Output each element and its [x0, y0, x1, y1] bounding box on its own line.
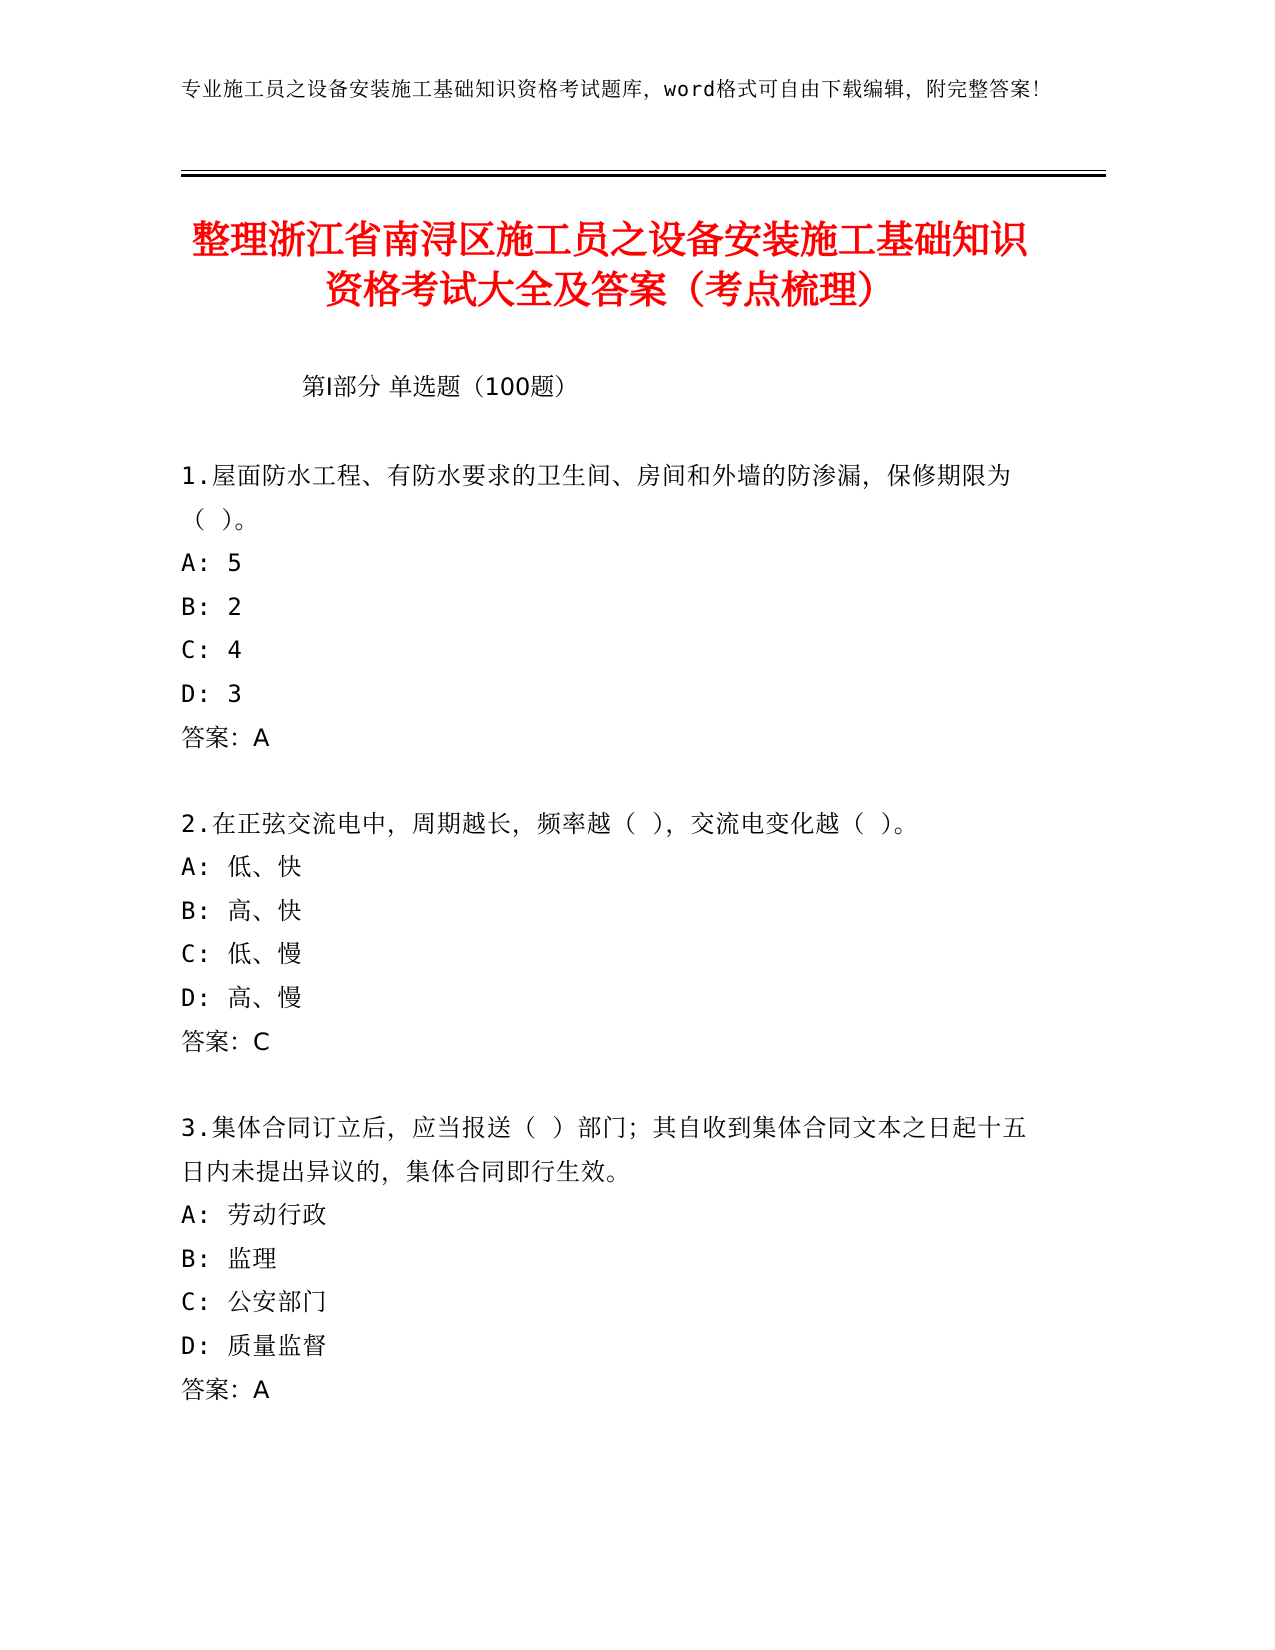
question-stem: 3.集体合同订立后，应当报送（ ）部门；其自收到集体合同文本之日起十五日内未提出异议的，集体合同即行生效。: [181, 1114, 1028, 1186]
question-3: [181, 1106, 1031, 1412]
answer-line: 答案：A: [181, 1376, 270, 1404]
option-a: A: 低、快: [181, 853, 303, 881]
option-c: C: 公安部门: [181, 1288, 328, 1316]
option-d: D: 高、慢: [181, 983, 303, 1012]
question-1: [181, 454, 1031, 760]
header-note: 专业施工员之设备安装施工基础知识资格考试题库，word格式可自由下载编辑，附完整答案！: [181, 77, 1053, 101]
question-stem: 1.屋面防水工程、有防水要求的卫生间、房间和外墙的防渗漏，保修期限为（ ）。: [181, 462, 1012, 534]
question-stem: 2.在正弦交流电中，周期越长，频率越（ ），交流电变化越（ ）。: [181, 810, 919, 838]
question-2: [181, 802, 1031, 1064]
header-rule-thin: [181, 170, 1106, 171]
option-a: A: 劳动行政: [181, 1201, 328, 1229]
option-b: B: 2: [181, 592, 243, 621]
section-heading: 第Ⅰ部分 单选题（100题）: [301, 373, 579, 401]
option-b: B: 监理: [181, 1244, 278, 1273]
option-b: B: 高、快: [181, 896, 303, 925]
header-rule-thick: [181, 174, 1106, 177]
option-a: A: 5: [181, 549, 243, 577]
option-d: D: 3: [181, 679, 243, 708]
option-c: C: 低、慢: [181, 940, 303, 968]
option-c: C: 4: [181, 636, 243, 664]
answer-line: 答案：C: [181, 1028, 270, 1056]
answer-line: 答案：A: [181, 724, 270, 752]
document-title: 整理浙江省南浔区施工员之设备安装施工基础知识资格考试大全及答案（考点梳理）: [191, 218, 1028, 312]
option-d: D: 质量监督: [181, 1331, 328, 1360]
